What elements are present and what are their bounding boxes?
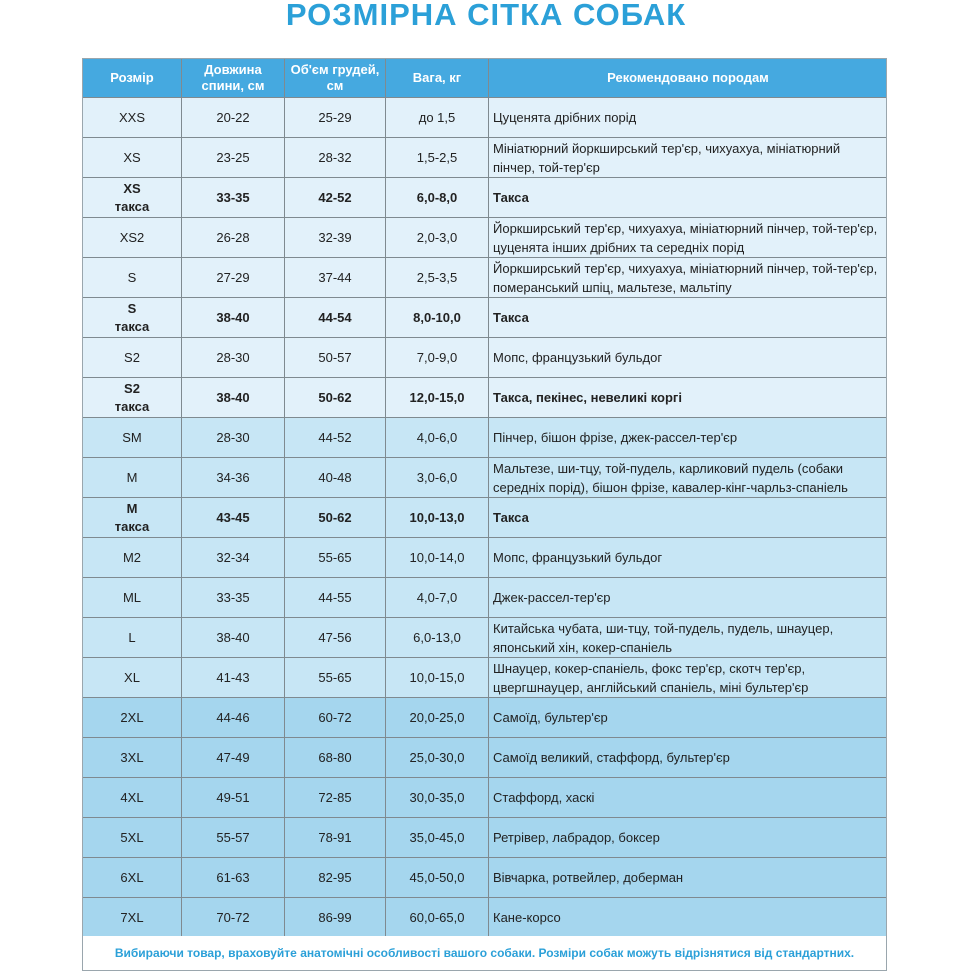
- cell-weight: 10,0-13,0: [386, 498, 489, 538]
- cell-chest: 50-57: [285, 338, 386, 378]
- cell-back-length: 49-51: [182, 778, 285, 818]
- cell-weight: 60,0-65,0: [386, 898, 489, 938]
- table-row: [83, 778, 888, 818]
- cell-size: [83, 218, 182, 258]
- cell-back-length: 23-25: [182, 138, 285, 178]
- cell-breeds: Мініатюрний йоркширський тер'єр, чихуахуа, мініатюрний пінчер, той-тер'єр: [489, 138, 888, 178]
- table-row: [83, 498, 888, 538]
- size-sublabel: такса: [114, 198, 150, 214]
- size-label: S2: [124, 380, 140, 396]
- cell-breeds: Джек-рассел-тер'єр: [489, 578, 888, 618]
- cell-size: [83, 178, 182, 218]
- cell-chest: 60-72: [285, 698, 386, 738]
- cell-size: [83, 698, 182, 738]
- cell-breeds: Мопс, французький бульдог: [489, 338, 888, 378]
- cell-chest: 50-62: [285, 378, 386, 418]
- cell-breeds: Китайська чубата, ши-тцу, той-пудель, пудель, шнауцер, японський хін, кокер-спаніель: [489, 618, 888, 658]
- table-row: [83, 338, 888, 378]
- cell-chest: 78-91: [285, 818, 386, 858]
- cell-chest: 44-55: [285, 578, 386, 618]
- size-label: L: [128, 629, 136, 645]
- cell-breeds: Самоїд, бультер'єр: [489, 698, 888, 738]
- cell-chest: 55-65: [285, 658, 386, 698]
- table-body: [83, 98, 888, 938]
- cell-weight: 6,0-13,0: [386, 618, 489, 658]
- page-title: РОЗМІРНА СІТКА СОБАК: [285, 0, 687, 32]
- cell-back-length: 70-72: [182, 898, 285, 938]
- cell-back-length: 33-35: [182, 178, 285, 218]
- size-label: 5XL: [120, 829, 144, 845]
- cell-size: [83, 738, 182, 778]
- header-weight: Вага, кг: [386, 59, 489, 98]
- table-row: [83, 298, 888, 338]
- size-label: XL: [124, 669, 140, 685]
- size-label: XS2: [119, 229, 145, 245]
- cell-back-length: 33-35: [182, 578, 285, 618]
- table-row: [83, 538, 888, 578]
- size-label: M: [126, 469, 138, 485]
- cell-breeds: Кане-корсо: [489, 898, 888, 938]
- cell-back-length: 28-30: [182, 418, 285, 458]
- header-chest: Об'єм грудей, см: [285, 59, 386, 98]
- size-label: ML: [122, 589, 142, 605]
- cell-size: [83, 658, 182, 698]
- size-label: 3XL: [120, 749, 144, 765]
- cell-breeds: Пінчер, бішон фрізе, джек-рассел-тер'єр: [489, 418, 888, 458]
- table-row: [83, 458, 888, 498]
- table-row: [83, 178, 888, 218]
- cell-chest: 44-54: [285, 298, 386, 338]
- cell-back-length: 44-46: [182, 698, 285, 738]
- cell-breeds: Йоркширський тер'єр, чихуахуа, мініатюрний пінчер, той-тер'єр, цуценята інших дрібних та середніх порід: [489, 218, 888, 258]
- table-row: [83, 138, 888, 178]
- cell-weight: 20,0-25,0: [386, 698, 489, 738]
- table-row: [83, 898, 888, 938]
- cell-weight: 6,0-8,0: [386, 178, 489, 218]
- size-chart-table: [82, 58, 887, 938]
- cell-size: [83, 138, 182, 178]
- table-row: [83, 738, 888, 778]
- cell-chest: 40-48: [285, 458, 386, 498]
- cell-size: [83, 898, 182, 938]
- table-row: [83, 378, 888, 418]
- cell-weight: 1,5-2,5: [386, 138, 489, 178]
- cell-size: [83, 418, 182, 458]
- cell-weight: 30,0-35,0: [386, 778, 489, 818]
- cell-back-length: 32-34: [182, 538, 285, 578]
- table-row: [83, 618, 888, 658]
- cell-weight: 12,0-15,0: [386, 378, 489, 418]
- size-label: 7XL: [120, 909, 144, 925]
- cell-back-length: 34-36: [182, 458, 285, 498]
- cell-breeds: Шнауцер, кокер-спаніель, фокс тер'єр, скотч тер'єр, цвергшнауцер, англійський спаніель, міні бультер'єр: [489, 658, 888, 698]
- cell-chest: 82-95: [285, 858, 386, 898]
- cell-chest: 44-52: [285, 418, 386, 458]
- cell-breeds: Цуценята дрібних порід: [489, 98, 888, 138]
- cell-size: [83, 618, 182, 658]
- cell-weight: 2,0-3,0: [386, 218, 489, 258]
- cell-back-length: 27-29: [182, 258, 285, 298]
- cell-breeds: Стаффорд, хаскі: [489, 778, 888, 818]
- cell-back-length: 47-49: [182, 738, 285, 778]
- cell-chest: 32-39: [285, 218, 386, 258]
- cell-chest: 47-56: [285, 618, 386, 658]
- size-chart-frame: [82, 58, 887, 971]
- table-row: [83, 818, 888, 858]
- size-label: S: [127, 300, 137, 316]
- cell-chest: 42-52: [285, 178, 386, 218]
- table-row: [83, 418, 888, 458]
- cell-size: [83, 298, 182, 338]
- cell-weight: 10,0-15,0: [386, 658, 489, 698]
- cell-breeds: Такса: [489, 178, 888, 218]
- size-label: S2: [124, 349, 140, 365]
- cell-size: [83, 538, 182, 578]
- table-row: [83, 658, 888, 698]
- size-label: 6XL: [120, 869, 144, 885]
- cell-size: [83, 258, 182, 298]
- size-label: M: [126, 500, 138, 516]
- cell-chest: 28-32: [285, 138, 386, 178]
- cell-weight: 4,0-7,0: [386, 578, 489, 618]
- cell-back-length: 55-57: [182, 818, 285, 858]
- header-size: Розмір: [83, 59, 182, 98]
- cell-size: [83, 778, 182, 818]
- cell-chest: 50-62: [285, 498, 386, 538]
- cell-breeds: Вівчарка, ротвейлер, доберман: [489, 858, 888, 898]
- cell-weight: 2,5-3,5: [386, 258, 489, 298]
- size-label: 4XL: [120, 789, 144, 805]
- cell-chest: 55-65: [285, 538, 386, 578]
- cell-breeds: Мальтезе, ши-тцу, той-пудель, карликовий пудель (собаки середніх порід), бішон фрізе, кавалер-кінг-чарльз-спаніель: [489, 458, 888, 498]
- cell-size: [83, 458, 182, 498]
- cell-back-length: 38-40: [182, 378, 285, 418]
- size-label: S: [127, 269, 137, 285]
- cell-breeds: Такса: [489, 298, 888, 338]
- cell-size: [83, 98, 182, 138]
- size-label: XS: [123, 180, 141, 196]
- cell-size: [83, 818, 182, 858]
- cell-size: [83, 578, 182, 618]
- table-row: [83, 578, 888, 618]
- cell-size: [83, 378, 182, 418]
- cell-weight: 3,0-6,0: [386, 458, 489, 498]
- cell-chest: 68-80: [285, 738, 386, 778]
- table-row: [83, 218, 888, 258]
- footnote: Вибираючи товар, враховуйте анатомічні особливості вашого собаки. Розміри собак можуть відрізнятися від стандартних.: [82, 936, 887, 971]
- size-label: XXS: [118, 109, 145, 125]
- cell-breeds: Самоїд великий, стаффорд, бультер'єр: [489, 738, 888, 778]
- size-label: 2XL: [120, 709, 144, 725]
- cell-weight: 7,0-9,0: [386, 338, 489, 378]
- header-breeds: Рекомендовано породам: [489, 59, 888, 98]
- cell-back-length: 43-45: [182, 498, 285, 538]
- cell-size: [83, 498, 182, 538]
- cell-back-length: 41-43: [182, 658, 285, 698]
- table-row: [83, 698, 888, 738]
- size-sublabel: такса: [114, 398, 150, 414]
- cell-breeds: Ретрівер, лабрадор, боксер: [489, 818, 888, 858]
- cell-back-length: 38-40: [182, 618, 285, 658]
- cell-size: [83, 338, 182, 378]
- cell-weight: 4,0-6,0: [386, 418, 489, 458]
- cell-back-length: 61-63: [182, 858, 285, 898]
- cell-breeds: Такса: [489, 498, 888, 538]
- cell-back-length: 20-22: [182, 98, 285, 138]
- cell-weight: 35,0-45,0: [386, 818, 489, 858]
- cell-weight: 25,0-30,0: [386, 738, 489, 778]
- cell-chest: 86-99: [285, 898, 386, 938]
- table-header-row: [83, 59, 888, 98]
- cell-chest: 37-44: [285, 258, 386, 298]
- cell-breeds: Йоркширський тер'єр, чихуахуа, мініатюрний пінчер, той-тер'єр, померанський шпіц, мальтезе, мальтіпу: [489, 258, 888, 298]
- size-sublabel: такса: [114, 318, 150, 334]
- table-row: [83, 858, 888, 898]
- cell-back-length: 28-30: [182, 338, 285, 378]
- cell-weight: 8,0-10,0: [386, 298, 489, 338]
- table-row: [83, 258, 888, 298]
- size-sublabel: такса: [114, 518, 150, 534]
- header-back-length: Довжина спини, см: [182, 59, 285, 98]
- table-row: [83, 98, 888, 138]
- cell-weight: 45,0-50,0: [386, 858, 489, 898]
- cell-size: [83, 858, 182, 898]
- size-label: M2: [122, 549, 142, 565]
- cell-chest: 25-29: [285, 98, 386, 138]
- cell-back-length: 38-40: [182, 298, 285, 338]
- cell-breeds: Мопс, французький бульдог: [489, 538, 888, 578]
- cell-chest: 72-85: [285, 778, 386, 818]
- cell-breeds: Такса, пекінес, невеликі коргі: [489, 378, 888, 418]
- cell-back-length: 26-28: [182, 218, 285, 258]
- size-label: SM: [122, 429, 142, 445]
- cell-weight: до 1,5: [386, 98, 489, 138]
- size-label: XS: [123, 149, 141, 165]
- cell-weight: 10,0-14,0: [386, 538, 489, 578]
